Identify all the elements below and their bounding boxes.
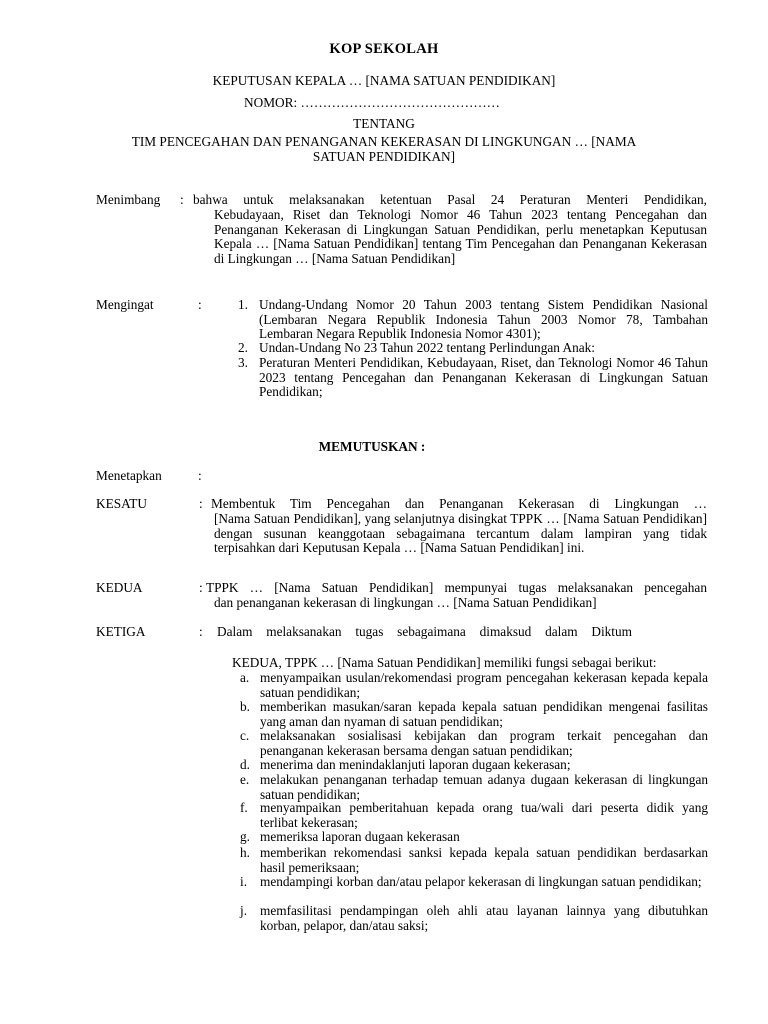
kesatu-colon: :	[199, 496, 203, 511]
tentang-label: TENTANG	[353, 116, 415, 131]
mengingat-item-text: Undang-Undang Nomor 20 Tahun 2003 tentang Sistem Pendidikan Nasional (Lembaran Negara Republik Indonesia Tahun 2003 Nomor 78, Tambahan Lembaran Negara Republik Indonesia Nomor 4301);	[259, 297, 708, 342]
fungsi-item-letter: f.	[240, 800, 248, 815]
mengingat-item-text: Peraturan Menteri Pendidikan, Kebudayaan, Riset, dan Teknologi Nomor 46 Tahun 2023 tentang Pencegahan dan Penanganan Kekerasan di Lingkungan Satuan Pendidikan;	[259, 355, 708, 400]
mengingat-item-text: Undan-Undang No 23 Tahun 2022 tentang Perlindungan Anak:	[259, 340, 595, 355]
menimbang-first-line: bahwa untuk melaksanakan ketentuan Pasal 24 Peraturan Menteri Pendidikan,	[193, 192, 707, 207]
mengingat-item-number: 3.	[238, 355, 248, 370]
menimbang-colon: :	[180, 192, 184, 207]
fungsi-item-text: mendampingi korban dan/atau pelapor kekerasan di lingkungan satuan pendidikan;	[260, 874, 702, 889]
fungsi-item-letter: g.	[240, 829, 250, 844]
kesatu-text: [Nama Satuan Pendidikan], yang selanjutnya disingkat TPPK … [Nama Satuan Pendidikan] dengan susunan keanggotaan sebagaimana tercantum dalam lampiran yang tidak terpisahkan dari Keputusan Kepala … [Nama Satuan Pendidikan] ini.	[214, 511, 707, 556]
fungsi-item-text: memeriksa laporan dugaan kekerasan	[260, 829, 460, 844]
fungsi-item-letter: a.	[240, 670, 250, 685]
memutuskan-heading: MEMUTUSKAN :	[318, 439, 426, 454]
menetapkan-label: Menetapkan	[96, 468, 162, 483]
kop-sekolah: KOP SEKOLAH	[329, 41, 439, 57]
document-title-line2: SATUAN PENDIDIKAN]	[312, 149, 456, 164]
ketiga-colon: :	[199, 624, 203, 639]
fungsi-item-letter: c.	[240, 728, 250, 743]
fungsi-item-text: memberikan rekomendasi sanksi kepada kepala satuan pendidikan berdasarkan hasil pemeriksaan;	[260, 845, 708, 875]
ketiga-first-line: Dalam melaksanakan tugas sebagaimana dimaksud dalam Diktum	[217, 624, 632, 639]
mengingat-item-number: 2.	[238, 340, 248, 355]
ketiga-label: KETIGA	[96, 624, 146, 639]
kedua-label: KEDUA	[96, 580, 143, 595]
fungsi-item-letter: i.	[240, 874, 248, 889]
fungsi-item-text: menyampaikan usulan/rekomendasi program pencegahan kekerasan kepada kepala satuan pendidikan;	[260, 670, 708, 700]
kesatu-label: KESATU	[96, 496, 147, 511]
fungsi-item-text: melakukan penanganan terhadap temuan adanya dugaan kekerasan di lingkungan satuan pendidikan;	[260, 772, 708, 802]
fungsi-item-text: menerima dan menindaklanjuti laporan dugaan kekerasan;	[260, 757, 571, 772]
kedua-text: dan penanganan kekerasan di lingkungan … [Nama Satuan Pendidikan]	[214, 595, 597, 610]
menetapkan-colon: :	[198, 468, 202, 483]
fungsi-item-text: memberikan masukan/saran kepada kepala satuan pendidikan mengenai fasilitas yang aman dan nyaman di satuan pendidikan;	[260, 699, 708, 729]
mengingat-colon: :	[198, 297, 202, 312]
ketiga-second-line: KEDUA, TPPK … [Nama Satuan Pendidikan] memiliki fungsi sebagai berikut:	[232, 655, 657, 670]
fungsi-item-letter: j.	[240, 903, 248, 918]
fungsi-item-text: memfasilitasi pendampingan oleh ahli atau layanan lainnya yang dibutuhkan korban, pelapor, dan/atau saksi;	[260, 903, 708, 933]
mengingat-label: Mengingat	[96, 297, 154, 312]
kedua-first-line: TPPK … [Nama Satuan Pendidikan] mempunyai tugas melaksanakan pencegahan	[206, 580, 707, 595]
nomor-line: NOMOR: ………………………………………	[244, 95, 500, 110]
fungsi-item-letter: d.	[240, 757, 250, 772]
fungsi-item-letter: e.	[240, 772, 250, 787]
kedua-colon: :	[199, 580, 203, 595]
keputusan-title: KEPUTUSAN KEPALA … [NAMA SATUAN PENDIDIKAN]	[212, 73, 556, 88]
menimbang-label: Menimbang	[96, 192, 161, 207]
kesatu-first-line: Membentuk Tim Pencegahan dan Penanganan Kekerasan di Lingkungan …	[211, 496, 707, 511]
fungsi-item-letter: b.	[240, 699, 250, 714]
document-title-line1: TIM PENCEGAHAN DAN PENANGANAN KEKERASAN DI LINGKUNGAN … [NAMA	[131, 134, 637, 149]
menimbang-text: Kebudayaan, Riset dan Teknologi Nomor 46 Tahun 2023 tentang Pencegahan dan Penanganan Kekerasan di Lingkungan Satuan Pendidikan, perlu menetapkan Keputusan Kepala … [Nama Satuan Pendidikan] tentang Tim Pencegahan dan Penanganan Kekerasan di Lingkungan … [Nama Satuan Pendidikan]	[214, 207, 707, 266]
fungsi-item-text: melaksanakan sosialisasi kebijakan dan program terkait pencegahan dan penanganan kekerasan bersama dengan satuan pendidikan;	[260, 728, 708, 758]
fungsi-item-text: menyampaikan pemberitahuan kepada orang tua/wali dari peserta didik yang terlibat kekerasan;	[260, 800, 708, 830]
mengingat-item-number: 1.	[238, 297, 248, 312]
fungsi-item-letter: h.	[240, 845, 250, 860]
